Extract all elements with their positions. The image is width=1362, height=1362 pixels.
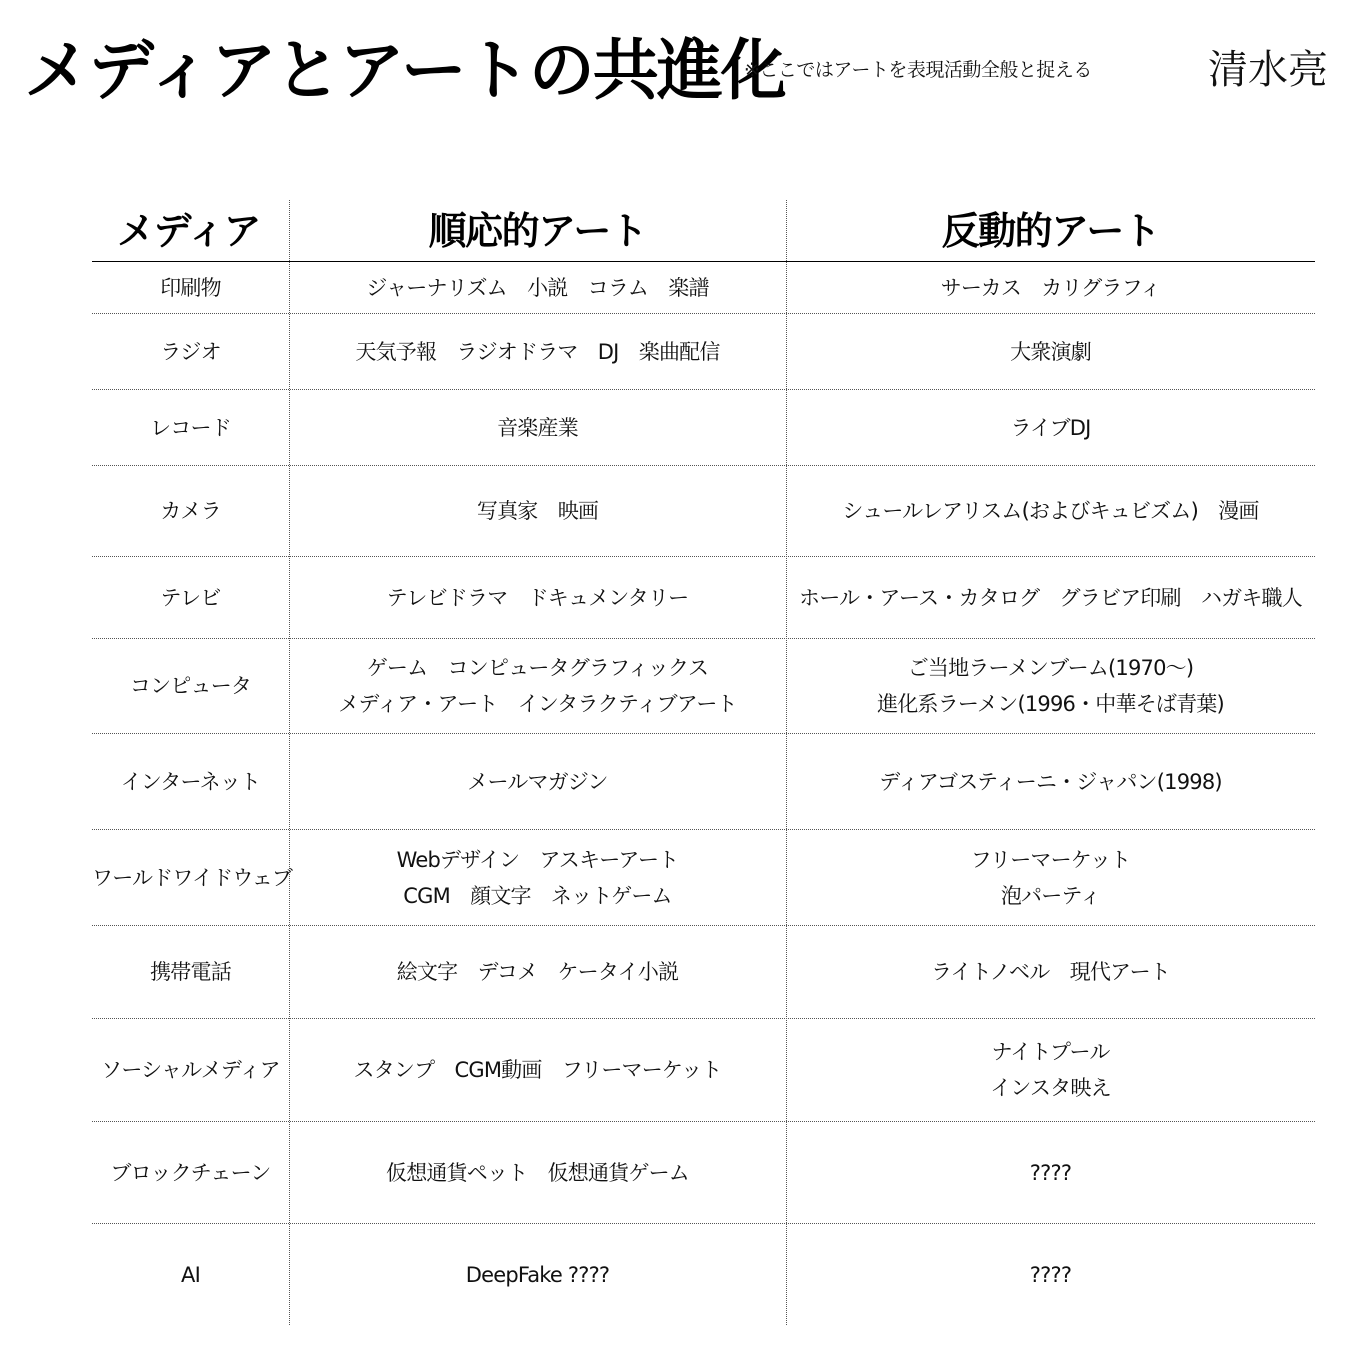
adaptive-art-cell — [289, 1155, 786, 1191]
adaptive-art-cell — [289, 270, 786, 306]
media-cell: ソーシャルメディア — [101, 1058, 280, 1082]
adaptive-art-cell — [289, 1257, 786, 1293]
adaptive-art-text: 絵文字 デコメ ケータイ小説 — [396, 960, 679, 984]
adaptive-art-text: スタンプ CGM動画 フリーマーケット — [353, 1058, 722, 1082]
reactive-art-text: サーカス カリグラフィ — [940, 275, 1161, 300]
media-cell: 印刷物 — [160, 275, 221, 300]
reactive-art-text: ???? — [1029, 1160, 1072, 1185]
reactive-art-text: フリーマーケット — [970, 847, 1131, 872]
reactive-art-text: ???? — [1029, 1262, 1072, 1287]
table-row — [92, 466, 1315, 557]
reactive-art-cell — [786, 954, 1315, 990]
reactive-art-cell — [786, 580, 1315, 616]
page-title: メディアとアートの共進化 — [24, 32, 785, 109]
column-header-adaptive-art: 順応的アート — [428, 208, 647, 253]
media-cell: AI — [181, 1262, 200, 1287]
table-row — [92, 262, 1315, 314]
adaptive-art-text: CGM 顔文字 ネットゲーム — [403, 883, 672, 908]
media-cell: レコード — [150, 415, 231, 440]
table-row — [92, 314, 1315, 390]
adaptive-art-cell — [289, 954, 786, 990]
media-cell: インターネット — [120, 769, 261, 794]
media-cell: 携帯電話 — [150, 960, 231, 984]
reactive-art-text: 泡パーティ — [1000, 883, 1101, 908]
reactive-art-cell — [786, 1034, 1315, 1106]
media-cell: ブロックチェーン — [110, 1160, 271, 1185]
column-header-reactive-art: 反動的アート — [941, 208, 1160, 253]
adaptive-art-cell — [289, 334, 786, 370]
reactive-art-text: ナイトプール — [991, 1040, 1110, 1064]
adaptive-art-cell — [289, 1052, 786, 1088]
reactive-art-text: インスタ映え — [990, 1076, 1111, 1100]
table-row — [92, 1122, 1315, 1224]
adaptive-art-text: 音楽産業 — [497, 415, 578, 440]
adaptive-art-cell — [289, 842, 786, 914]
adaptive-art-text: メールマガジン — [467, 769, 608, 794]
reactive-art-cell — [786, 334, 1315, 370]
table-header-row — [92, 200, 1315, 262]
table-row — [92, 734, 1315, 830]
table-row — [92, 1224, 1315, 1325]
adaptive-art-text: 写真家 映画 — [476, 499, 599, 523]
adaptive-art-text: メディア・アート インタラクティブアート — [338, 692, 737, 716]
adaptive-art-text: Webデザイン アスキーアート — [396, 847, 679, 872]
reactive-art-text: ご当地ラーメンブーム(1970〜) — [907, 656, 1194, 680]
reactive-art-cell — [786, 493, 1315, 529]
table-row — [92, 1019, 1315, 1122]
media-cell: テレビ — [160, 585, 221, 610]
adaptive-art-text: 天気予報 ラジオドラマ DJ 楽曲配信 — [355, 339, 720, 364]
reactive-art-cell — [786, 1257, 1315, 1293]
table-row — [92, 926, 1315, 1019]
reactive-art-text: ライブDJ — [1010, 415, 1091, 440]
reactive-art-text: シュールレアリスム(およびキュビズム) 漫画 — [842, 499, 1259, 523]
reactive-art-cell — [786, 764, 1315, 800]
reactive-art-cell — [786, 1155, 1315, 1191]
reactive-art-text: ライトノベル 現代アート — [930, 960, 1171, 984]
reactive-art-text: 大衆演劇 — [1010, 339, 1091, 364]
adaptive-art-text: テレビドラマ ドキュメンタリー — [386, 585, 689, 610]
reactive-art-text: ディアゴスティーニ・ジャパン(1998) — [879, 769, 1222, 794]
reactive-art-cell — [786, 650, 1315, 722]
table-row — [92, 639, 1315, 734]
media-cell: コンピュータ — [129, 674, 252, 698]
reactive-art-text: 進化系ラーメン(1996・中華そば青葉) — [877, 692, 1224, 716]
media-cell: ワールドワイドウェブ — [92, 865, 293, 890]
reactive-art-cell — [786, 410, 1315, 446]
adaptive-art-text: ゲーム コンピュータグラフィックス — [366, 656, 709, 680]
adaptive-art-cell — [289, 410, 786, 446]
adaptive-art-cell — [289, 493, 786, 529]
adaptive-art-text: 仮想通貨ペット 仮想通貨ゲーム — [386, 1160, 689, 1185]
reactive-art-cell — [786, 270, 1315, 306]
table-row — [92, 830, 1315, 926]
reactive-art-cell — [786, 842, 1315, 914]
media-art-table — [92, 200, 1315, 1325]
author-name: 清水亮 — [1208, 47, 1328, 93]
adaptive-art-cell — [289, 580, 786, 616]
adaptive-art-text: ジャーナリズム 小説 コラム 楽譜 — [366, 275, 709, 300]
reactive-art-text: ホール・アース・カタログ グラビア印刷 ハガキ職人 — [799, 585, 1302, 610]
scope-note: ※ここではアートを表現活動全般と捉える — [744, 59, 1092, 81]
adaptive-art-text: DeepFake ???? — [465, 1262, 610, 1287]
adaptive-art-cell — [289, 764, 786, 800]
column-header-media: メディア — [117, 208, 260, 253]
media-cell: カメラ — [160, 499, 221, 523]
media-cell: ラジオ — [160, 339, 221, 364]
adaptive-art-cell — [289, 650, 786, 722]
table-row — [92, 390, 1315, 466]
table-row — [92, 557, 1315, 639]
